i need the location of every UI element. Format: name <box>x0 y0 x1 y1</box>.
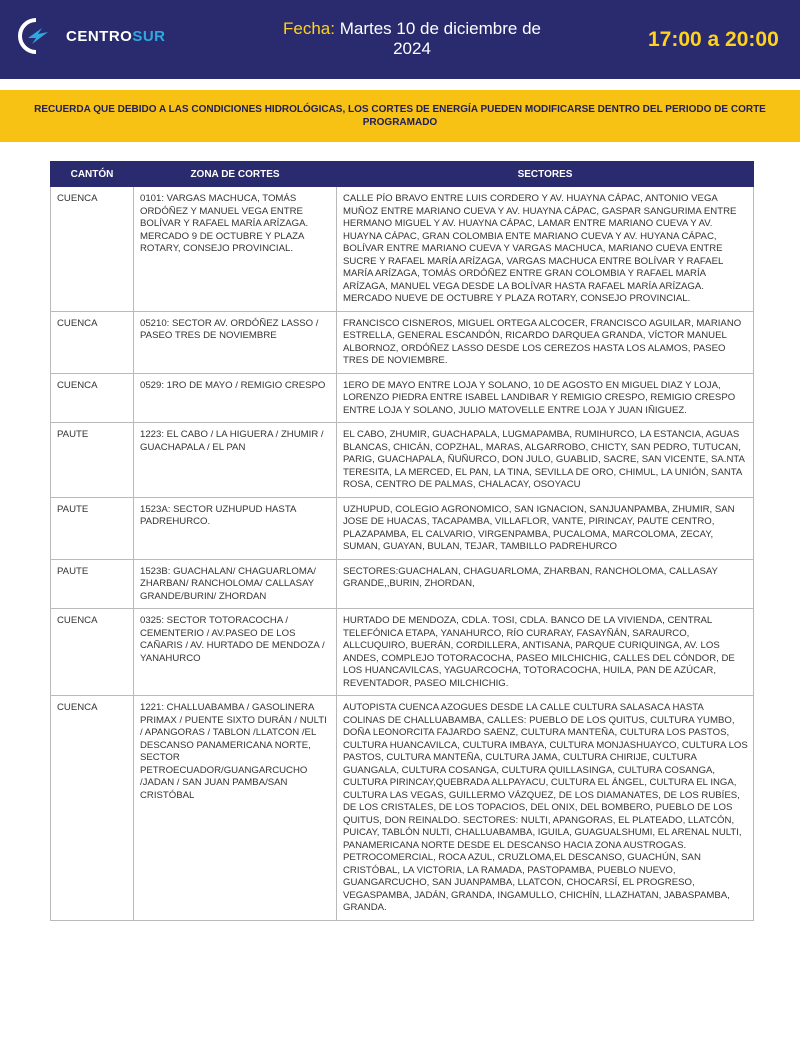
canton-cell: PAUTE <box>51 497 134 559</box>
canton-cell: CUENCA <box>51 311 134 373</box>
table-row <box>51 696 754 921</box>
table-header-row <box>51 162 754 187</box>
table-row <box>51 423 754 498</box>
canton-cell: CUENCA <box>51 696 134 921</box>
zona-cell: 1523B: GUACHALAN/ CHAGUARLOMA/ ZHARBAN/ RANCHOLOMA/ CALLASAY GRANDE/BURIN/ ZHORDAN <box>134 559 337 609</box>
sectores-cell: UZHUPUD, COLEGIO AGRONOMICO, SAN IGNACION, SANJUANPAMBA, ZHUMIR, SAN JOSE DE HUACAS, TACAPAMBA, VILLAFLOR, VANTE, PIRINCAY, PAUTE CENTRO, PLAZAPAMBA, EL CALVARIO, VIRGENPAMBA, PUCALOMA, MARCOLOMA, ZECAY, SUMAN, GUAYAN, BULAN, TEJAR, TAMBILLO PADREHURCO <box>337 497 754 559</box>
time-range: 17:00 a 20:00 <box>648 28 779 51</box>
sectores-cell: CALLE PÍO BRAVO ENTRE LUIS CORDERO Y AV. HUAYNA CÁPAC, ANTONIO VEGA MUÑOZ ENTRE MARIANO CUEVA Y AV. HUAYNA CÁPAC, GASPAR SANGURIMA ENTRE HERMANO MIGUEL Y AV. HUAYNA CÁPAC, LAMAR ENTRE MARIANO CUEVA Y AV. HUAYNA CÁPAC, GRAN COLOMBIA ENTE MARIANO CUEVA Y AV. HUYANA CÁPAC, BOLÍVAR ENTRE MARIANO CUEVA Y VARGAS MACHUCA, MARIANO CUEVA ENTRE SUCRE Y RAFAEL MARÍA ARÍZAGA, VARGAS MACHUCA ENTRE BOLÍVAR Y RAFAEL MARÍA ARÍZAGA, TOMÁS ORDÓÑEZ ENTRE GRAN COLOMBIA Y RAFAEL MARÍA ARÍZAGA, MANUEL VEGA DESDE LA BOLÍVAR HASTA RAFAEL MARÍA ARÍZAGA. MERCADO NUEVE DE OCTUBRE Y PLAZA ROTARY, CONSEJO PROVINCIAL. <box>337 187 754 312</box>
page-header <box>0 0 800 79</box>
zona-cell: 05210: SECTOR AV. ORDÓÑEZ LASSO / PASEO TRES DE NOVIEMBRE <box>134 311 337 373</box>
zona-cell: 0325: SECTOR TOTORACOCHA / CEMENTERIO / AV.PASEO DE LOS CAÑARIS / AV. HURTADO DE MENDOZA / YANAHURCO <box>134 609 337 696</box>
header-zona: ZONA DE CORTES <box>134 162 337 187</box>
table-row <box>51 373 754 423</box>
date-label: Fecha: <box>283 19 335 38</box>
canton-cell: CUENCA <box>51 609 134 696</box>
sectores-cell: AUTOPISTA CUENCA AZOGUES DESDE LA CALLE CULTURA SALASACA HASTA COLINAS DE CHALLUABAMBA, CALLES: PUEBLO DE LOS QUITUS, CULTURA YUMBO, DOÑA LEONORCITA FAJARDO SAENZ, CULTURA MANTEÑA, CULTURA LOS PASTOS, CULTURA HUANCAVILCA, CULTURA IMBAYA, CULTURA MONJASHUAYCO, CULTURA LOS PASTOS, CULTURA MANTEÑA, CULTURA JAMA, CULTURA CHIRIJE, CULTURA GUANGALA, CULTURA COSANGA, CULTURA QUILLASINGA, CULTURA COSANGA, CULTURA PIRINCAY,QUEBRADA ALLPAYACU, CULTURA EL ÁNGEL, CULTURA EL INGA, CULTURA LAS VEGAS, GUILLERMO VÁZQUEZ, DE LOS DIAMANATES, DE LOS RUBÍES, DE LOS CRISTALES, DE LOS TOPACIOS, DEL ONIX, DEL BOMBERO, PUEBLO DE LOS QUITUS, DON REINALDO. SECTORES: NULTI, APANGORAS, EL PLATEADO, LLATCÓN, PUICAY, TABLÓN NULTI, CHALLUABAMBA, IGUILA, GUAGUALSHUMI, EL ARENAL NULTI, PANAMERICANA NORTE DESDE EL DESCANSO HACIA ZONA AUSTROGAS. PETROCOMERCIAL, ROCA AZUL, CRUZLOMA,EL DESCANSO, GUACHÚN, SAN CRISTÓBAL, LA VICTORIA, LA RAMADA, PASTOPAMBA, PUEBLO NUEVO, GUANGARCUCHO, SAN JUANPAMBA, LLATCON, CHOCARSÍ, EL PROGRESO, VEGASPAMBA, JADÁN, GRANDA, INGAMULLO, CHICHÍN, LLAZHATAN, JABASPAMBA, GRANDA. <box>337 696 754 921</box>
company-logo <box>14 16 184 56</box>
table-row <box>51 609 754 696</box>
canton-cell: PAUTE <box>51 559 134 609</box>
sectores-cell: SECTORES:GUACHALAN, CHAGUARLOMA, ZHARBAN, RANCHOLOMA, CALLASAY GRANDE,,BURIN, ZHORDAN, <box>337 559 754 609</box>
outage-table <box>50 161 754 921</box>
logo-suffix: SUR <box>132 27 166 45</box>
notice-text: RECUERDA QUE DEBIDO A LAS CONDICIONES HIDROLÓGICAS, LOS CORTES DE ENERGÍA PUEDEN MODIFICARSE DENTRO DEL PERIODO DE CORTE PROGRAMADO <box>34 104 766 128</box>
table-row <box>51 497 754 559</box>
sectores-cell: HURTADO DE MENDOZA, CDLA. TOSI, CDLA. BANCO DE LA VIVIENDA, CENTRAL TELEFÓNICA ETAPA, YANAHURCO, RÍO CURARAY, FASAYÑÁN, SARAURCO, ALLCUQUIRO, BUERÁN, CORDILLERA, ANTISANA, PARQUE CURIQUINGA, AV. LOS ANDES, COMPLEJO TOTORACOCHA, PASEO MILCHICHIG, CALLES DEL CÓNDOR, DE LOS HUANCAVILCAS, YAGUARCOCHA, TOTORACOCHA, HUILA, PAN DE AZÚCAR, REVENTADOR, PASEO MILCHICHIG. <box>337 609 754 696</box>
logo-wordmark <box>66 28 166 45</box>
table-row <box>51 311 754 373</box>
canton-cell: CUENCA <box>51 187 134 312</box>
zona-cell: 0101: VARGAS MACHUCA, TOMÁS ORDÓÑEZ Y MANUEL VEGA ENTRE BOLÍVAR Y RAFAEL MARÍA ARÍZAGA. MERCADO 9 DE OCTUBRE Y PLAZA ROTARY, CONSEJO PROVINCIAL. <box>134 187 337 312</box>
table-row <box>51 559 754 609</box>
date-display <box>262 19 562 59</box>
zona-cell: 1523A: SECTOR UZHUPUD HASTA PADREHURCO. <box>134 497 337 559</box>
zona-cell: 1223: EL CABO / LA HIGUERA / ZHUMIR / GUACHAPALA / EL PAN <box>134 423 337 498</box>
canton-cell: CUENCA <box>51 373 134 423</box>
logo-prefix: CENTRO <box>66 27 133 45</box>
header-sectores: SECTORES <box>337 162 754 187</box>
zona-cell: 1221: CHALLUABAMBA / GASOLINERA PRIMAX / PUENTE SIXTO DURÁN / NULTI / APANGORAS / TABLON /LLATCON /EL DESCANSO PANAMERICANA NORTE, SECTOR PETROECUADOR/GUANGARCUCHO /JADAN / SAN JUAN PAMBA/SAN CRISTÓBAL <box>134 696 337 921</box>
sectores-cell: EL CABO, ZHUMIR, GUACHAPALA, LUGMAPAMBA, RUMIHURCO, LA ESTANCIA, AGUAS BLANCAS, CHICÁN, COPZHAL, MARAS, ALGARROBO, CHICTY, SAN PEDRO, TUTUCAN, PARIG, GUACHAPALA, ÑUÑURCO, DON JULO, GUABLID, SACRE, SAN VICENTE, SA.NTA TERESITA, LA MERCED, EL PAN, LA TINA, SEVILLA DE ORO, CHIMUL, LA UNIÓN, SANTA ROSA, CENTRO DE PALMAS, CHALACAY, OSOYACU <box>337 423 754 498</box>
sectores-cell: FRANCISCO CISNEROS, MIGUEL ORTEGA ALCOCER, FRANCISCO AGUILAR, MARIANO ESTRELLA, GENERAL ESCANDÓN, RICARDO DARQUEA GRANDA, VÍCTOR MANUEL ALBORNOZ, ORDÓÑEZ LASSO DESDE LOS CEREZOS HASTA LOS ALAMOS, PASEO TRES DE NOVIEMBRE. <box>337 311 754 373</box>
canton-cell: PAUTE <box>51 423 134 498</box>
header-canton: CANTÓN <box>51 162 134 187</box>
sectores-cell: 1ERO DE MAYO ENTRE LOJA Y SOLANO, 10 DE AGOSTO EN MIGUEL DIAZ Y LOJA, LORENZO PIEDRA ENTRE ISABEL LANDIBAR Y REMIGIO CRESPO, REMIGIO CRESPO ENTRE LOJA Y SOLANO, JULIO MATOVELLE ENTRE LOJA Y JUAN IÑIGUEZ. <box>337 373 754 423</box>
date-value: Martes 10 de diciembre de 2024 <box>339 19 541 58</box>
zona-cell: 0529: 1RO DE MAYO / REMIGIO CRESPO <box>134 373 337 423</box>
table-row <box>51 187 754 312</box>
centrosur-logo-icon <box>14 16 58 56</box>
notice-banner <box>0 90 800 142</box>
